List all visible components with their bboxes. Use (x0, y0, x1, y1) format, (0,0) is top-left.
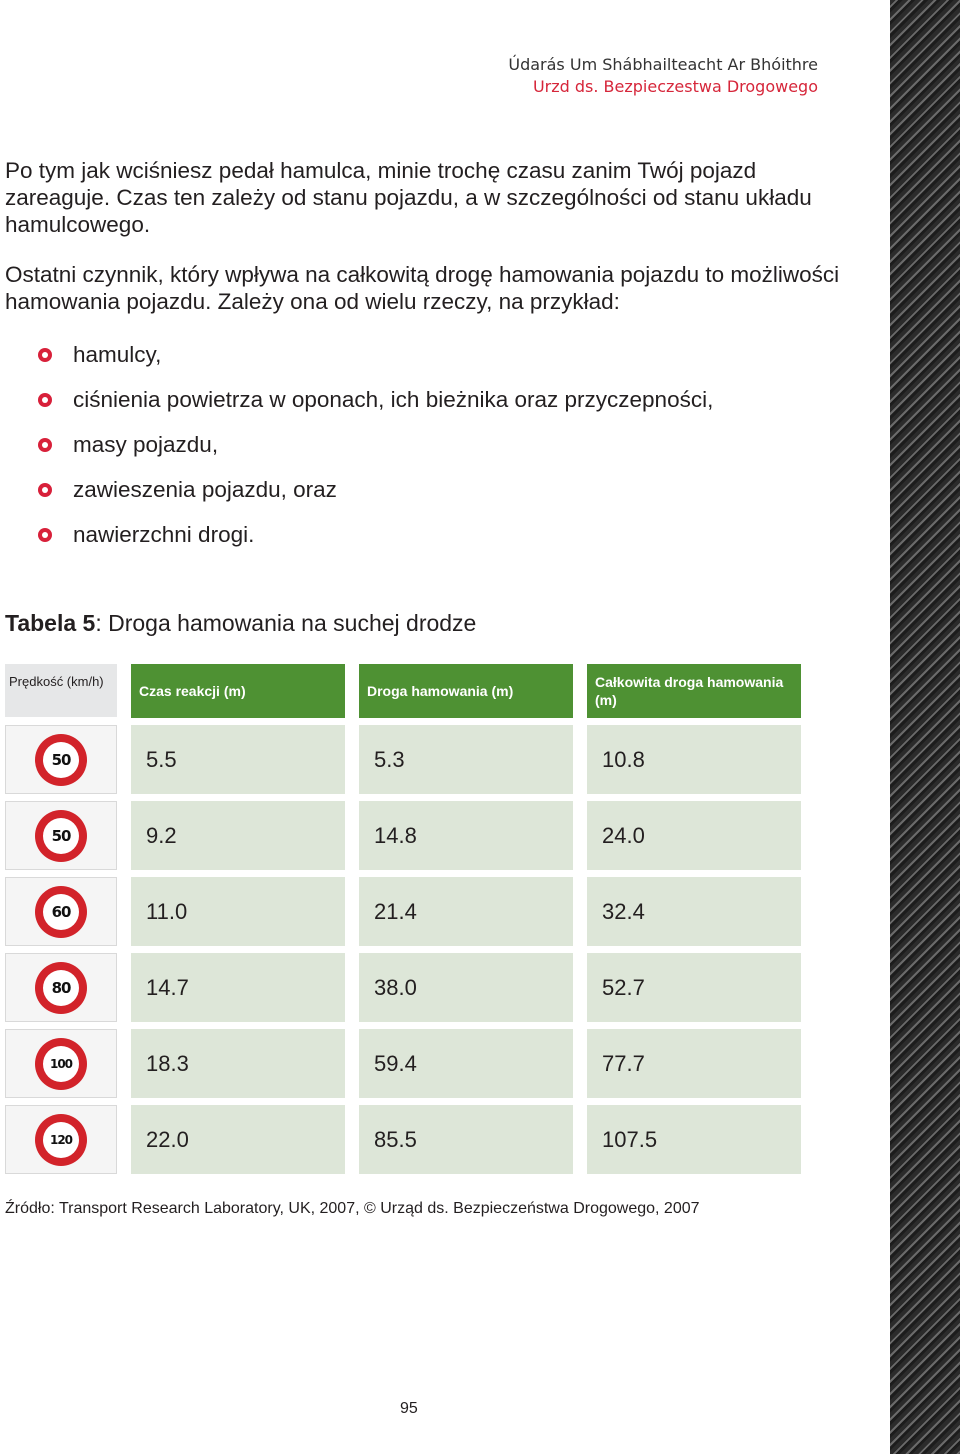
decorative-side-stripe (890, 0, 960, 1454)
total-distance-cell: 77.7 (587, 1029, 801, 1098)
page-number: 95 (400, 1400, 418, 1417)
list-item-text: ciśnienia powietrza w oponach, ich bieżnika oraz przyczepności, (73, 386, 714, 412)
header-total (587, 664, 801, 718)
header-reaction (131, 664, 345, 718)
braking-distance-cell: 14.8 (359, 801, 573, 870)
paragraph-braking: Ostatni czynnik, który wpływa na całkowitą drogę hamowania pojazdu to możliwości hamowania pojazdu. Zależy ona od wielu rzeczy, na przykład: (5, 262, 840, 314)
list-item-text: nawierzchni drogi. (73, 521, 255, 547)
bullet-icon (38, 528, 52, 542)
header-total-label: Całkowita droga hamowania (m) (595, 674, 784, 708)
bullet-icon (38, 348, 52, 362)
speed-limit-value: 60 (43, 894, 79, 930)
bullet-icon (38, 438, 52, 452)
braking-distance-cell: 38.0 (359, 953, 573, 1022)
list-item-text: hamulcy, (73, 341, 162, 367)
list-item (38, 422, 713, 467)
table-caption (5, 608, 476, 638)
header-irish-title: Údarás Um Shábhailteacht Ar Bhóithre (508, 55, 818, 74)
header-braking (359, 664, 573, 718)
total-distance-cell: 32.4 (587, 877, 801, 946)
total-distance-cell: 24.0 (587, 801, 801, 870)
braking-distance-cell: 85.5 (359, 1105, 573, 1174)
bullet-icon (38, 483, 52, 497)
factors-list (38, 332, 713, 557)
total-distance-cell: 52.7 (587, 953, 801, 1022)
list-item-text: zawieszenia pojazdu, oraz (73, 476, 337, 502)
page-header (508, 54, 818, 98)
speed-limit-value: 50 (43, 742, 79, 778)
speed-limit-sign-cell (5, 877, 117, 946)
speed-limit-sign-cell (5, 953, 117, 1022)
reaction-time-cell: 18.3 (131, 1029, 345, 1098)
header-speed: Prędkość (km/h) (5, 664, 117, 717)
speed-limit-sign-icon (35, 962, 87, 1014)
reaction-time-cell: 22.0 (131, 1105, 345, 1174)
speed-limit-sign-icon (35, 1114, 87, 1166)
speed-limit-sign-icon (35, 1038, 87, 1090)
bullet-icon (38, 393, 52, 407)
source-note: Źródło: Transport Research Laboratory, UK, 2007, © Urząd ds. Bezpieczeństwa Drogowego, 2007 (5, 1200, 700, 1217)
header-reaction-label: Czas reakcji (m) (139, 683, 246, 699)
header-braking-label: Droga hamowania (m) (367, 683, 514, 699)
reaction-time-cell: 11.0 (131, 877, 345, 946)
list-item-text: masy pojazdu, (73, 431, 219, 457)
list-item (38, 467, 713, 512)
reaction-time-cell: 5.5 (131, 725, 345, 794)
speed-limit-sign-cell (5, 1105, 117, 1174)
speed-limit-sign-cell (5, 725, 117, 794)
speed-limit-value: 120 (43, 1122, 79, 1158)
speed-limit-sign-icon (35, 734, 87, 786)
header-polish-title: Urzd ds. Bezpieczestwa Drogowego (532, 77, 818, 96)
list-item (38, 377, 713, 422)
braking-distance-cell: 21.4 (359, 877, 573, 946)
reaction-time-cell: 14.7 (131, 953, 345, 1022)
list-item (38, 332, 713, 377)
braking-distance-cell: 5.3 (359, 725, 573, 794)
speed-limit-value: 100 (43, 1046, 79, 1082)
speed-limit-value: 50 (43, 818, 79, 854)
paragraph-reaction: Po tym jak wciśniesz pedał hamulca, minie trochę czasu zanim Twój pojazd zareaguje. Czas ten zależy od stanu pojazdu, a w szczególności od stanu układu hamulcowego. (5, 158, 812, 237)
speed-limit-sign-cell (5, 1029, 117, 1098)
total-distance-cell: 10.8 (587, 725, 801, 794)
table-caption-label: Tabela 5 (5, 610, 96, 636)
speed-limit-sign-icon (35, 810, 87, 862)
list-item (38, 512, 713, 557)
speed-limit-value: 80 (43, 970, 79, 1006)
speed-limit-sign-cell (5, 801, 117, 870)
braking-distance-cell: 59.4 (359, 1029, 573, 1098)
speed-limit-sign-icon (35, 886, 87, 938)
table-caption-text: : Droga hamowania na suchej drodze (95, 610, 477, 636)
total-distance-cell: 107.5 (587, 1105, 801, 1174)
reaction-time-cell: 9.2 (131, 801, 345, 870)
